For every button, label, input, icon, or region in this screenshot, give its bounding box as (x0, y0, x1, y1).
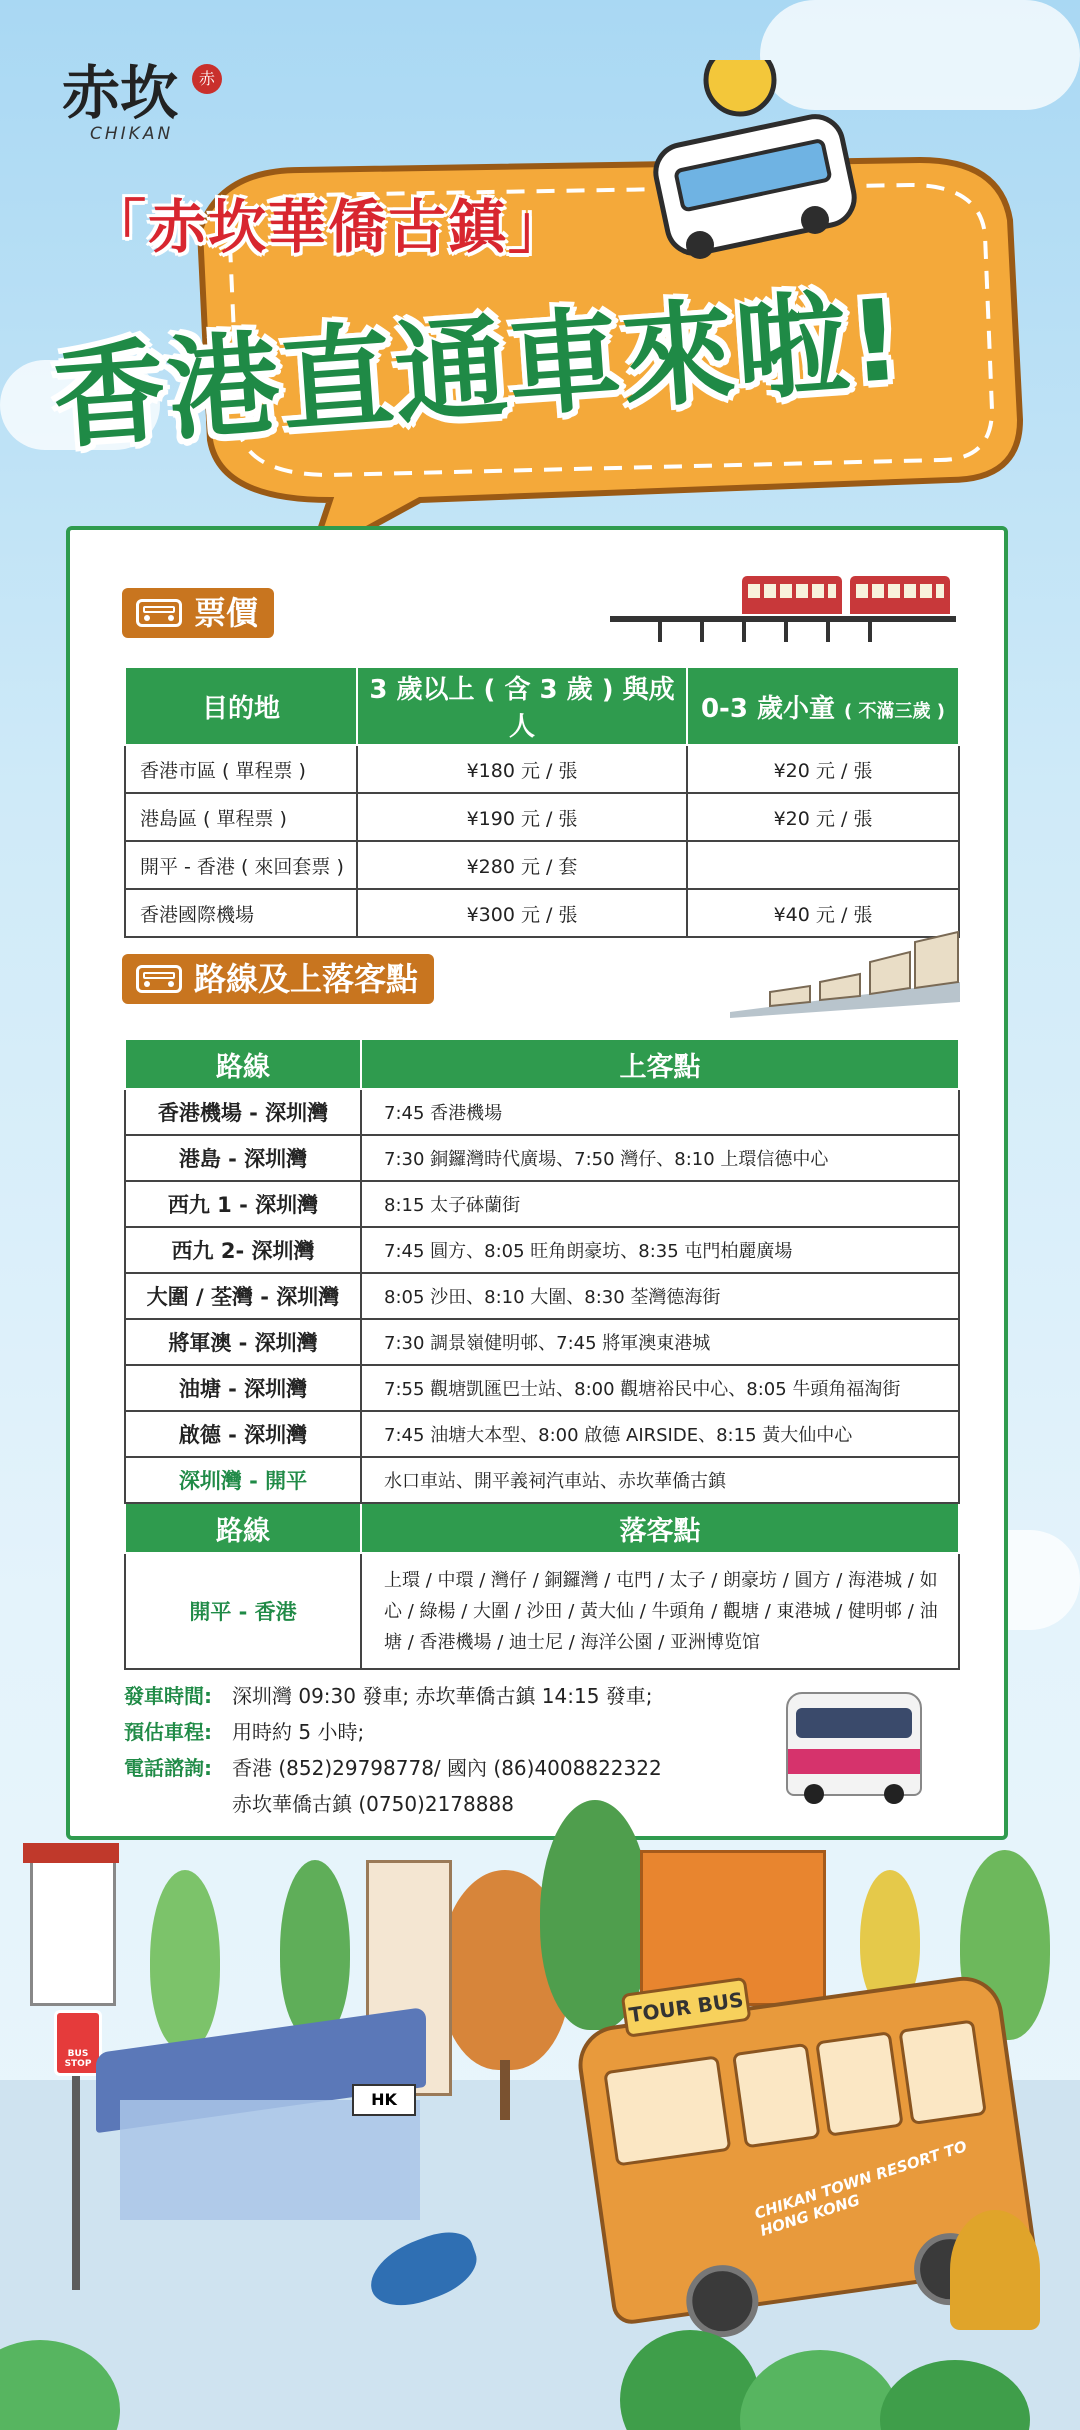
bus-icon (136, 599, 182, 627)
street-buildings-graphic (730, 922, 960, 1022)
route-name: 將軍澳 - 深圳灣 (125, 1319, 361, 1365)
tree-trunk (500, 2060, 510, 2120)
col-child (687, 667, 959, 745)
col-pickup: 上客點 (361, 1039, 959, 1089)
col-destination: 目的地 (125, 667, 357, 745)
title-line2: 香港直通車來啦! (49, 275, 908, 465)
coach-illustration (786, 1692, 922, 1796)
routes-section-title: 路線及上落客點 (194, 960, 419, 998)
route-name: 西九 1 - 深圳灣 (125, 1181, 361, 1227)
route-stops: 7:45 圓方、8:05 旺角朗豪坊、8:35 屯門柏麗廣場 (361, 1227, 959, 1273)
col-child-label: 0-3 歲小童 (700, 693, 835, 724)
bus-window (898, 2019, 987, 2125)
fare-child: ¥20 元 / 張 (687, 793, 959, 841)
tree (150, 1870, 220, 2050)
table-row (125, 1089, 959, 1135)
tree (280, 1860, 350, 2040)
bus-stop-text: BUS STOP (64, 2049, 92, 2069)
tram-car (850, 576, 950, 614)
title-line1: 「赤坎華僑古鎮」 (88, 193, 569, 261)
depart-label: 發車時間: (124, 1684, 212, 1708)
schedule-info (124, 1678, 662, 1822)
duration-value: 用時約 5 小時; (232, 1720, 365, 1744)
tour-bus-side-text: CHIKAN TOWN RESORT TO HONG KONG (752, 2137, 970, 2240)
route-name: 香港機場 - 深圳灣 (125, 1089, 361, 1135)
route-name: 港島 - 深圳灣 (125, 1135, 361, 1181)
fare-adult: ¥300 元 / 張 (357, 889, 687, 937)
bus-shelter (120, 2100, 420, 2220)
phone-label: 電話諮詢: (124, 1756, 212, 1780)
table-row (125, 1135, 959, 1181)
logo-text: 赤坎 (62, 59, 179, 127)
fare-dest: 香港國際機場 (125, 889, 357, 937)
wheel (884, 1784, 904, 1804)
route-name: 油塘 - 深圳灣 (125, 1365, 361, 1411)
logo-seal: 赤 (192, 64, 222, 94)
wheel (804, 1784, 824, 1804)
col-child-note: ( 不滿三歲 ) (844, 700, 946, 722)
table-row (125, 1553, 959, 1669)
tour-bus-sign: TOUR BUS (621, 1977, 752, 2038)
route-stops: 8:15 太子砵蘭街 (361, 1181, 959, 1227)
bus-window (732, 2043, 821, 2149)
fares-section-title: 票價 (194, 594, 259, 632)
route-name: 西九 2- 深圳灣 (125, 1227, 361, 1273)
table-row (125, 1411, 959, 1457)
tram-car (742, 576, 842, 614)
routes-table (124, 1038, 960, 1670)
col-route: 路線 (125, 1039, 361, 1089)
phone-value-2: 赤坎華僑古鎮 (0750)2178888 (232, 1792, 514, 1816)
bridge-pier (658, 620, 662, 642)
route-name: 啟德 - 深圳灣 (125, 1411, 361, 1457)
col-route: 路線 (125, 1503, 361, 1553)
route-stops: 7:55 觀塘凱匯巴士站、8:00 觀塘裕民中心、8:05 牛頭角福淘街 (361, 1365, 959, 1411)
route-stops: 7:45 香港機場 (361, 1089, 959, 1135)
bridge-pier (868, 620, 872, 642)
fare-dest: 開平 - 香港 ( 來回套票 ) (125, 841, 357, 889)
fare-child (687, 841, 959, 889)
route-stops: 7:30 銅鑼灣時代廣場、7:50 灣仔、8:10 上環信德中心 (361, 1135, 959, 1181)
route-name: 開平 - 香港 (125, 1553, 361, 1669)
table-row (125, 1319, 959, 1365)
duration-label: 預估車程: (124, 1720, 212, 1744)
bridge-pier (826, 620, 830, 642)
bus-window (815, 2031, 904, 2137)
bridge-pier (784, 620, 788, 642)
route-name: 深圳灣 - 開平 (125, 1457, 361, 1503)
route-stops: 7:45 油塘大本型、8:00 啟德 AIRSIDE、8:15 黃大仙中心 (361, 1411, 959, 1457)
bridge-pier (742, 620, 746, 642)
bridge-pier (700, 620, 704, 642)
table-row (125, 1181, 959, 1227)
shelter-sign: HK (352, 2084, 416, 2116)
bus-stop-sign (54, 2010, 102, 2076)
routes-section-tag (122, 954, 434, 1004)
table-row (125, 793, 959, 841)
route-stops: 8:05 沙田、8:10 大圍、8:30 荃灣德海街 (361, 1273, 959, 1319)
dropoff-stops: 上環 / 中環 / 灣仔 / 銅鑼灣 / 屯門 / 太子 / 朗豪坊 / 圓方 / 海港城 / 如心 / 綠楊 / 大圍 / 沙田 / 黃大仙 / 牛頭角 / 觀塘 / 東港城 / 健明邨 / 油塘 / 香港機場 / 迪士尼 / 海洋公園 / 亚洲博览馆 (361, 1553, 959, 1669)
depart-value: 深圳灣 09:30 發車; 赤坎華僑古鎮 14:15 發車; (232, 1684, 653, 1708)
logo-en: CHIKAN (90, 124, 174, 144)
route-stops: 7:30 調景嶺健明邨、7:45 將軍澳東港城 (361, 1319, 959, 1365)
fare-adult: ¥280 元 / 套 (357, 841, 687, 889)
bus-window (603, 2055, 731, 2166)
col-dropoff: 落客點 (361, 1503, 959, 1553)
table-row (125, 1227, 959, 1273)
route-stops: 水口車站、開平義祠汽車站、赤坎華僑古鎮 (361, 1457, 959, 1503)
golden-bauhinia-statue (950, 2210, 1040, 2330)
fare-dest: 香港市區 ( 單程票 ) (125, 745, 357, 793)
table-row (125, 1365, 959, 1411)
table-row (125, 745, 959, 793)
phone-value: 香港 (852)29798778/ 國內 (86)4008822322 (232, 1756, 662, 1780)
fare-child: ¥20 元 / 張 (687, 745, 959, 793)
fare-child: ¥40 元 / 張 (687, 889, 959, 937)
fare-adult: ¥190 元 / 張 (357, 793, 687, 841)
table-row (125, 1273, 959, 1319)
col-adult: 3 歲以上 ( 含 3 歲 ) 與成人 (357, 667, 687, 745)
fare-dest: 港島區 ( 單程票 ) (125, 793, 357, 841)
table-row (125, 1457, 959, 1503)
fares-section-tag (122, 588, 274, 638)
table-row (125, 841, 959, 889)
route-name: 大圍 / 荃灣 - 深圳灣 (125, 1273, 361, 1319)
bus-stop-pole (72, 2070, 80, 2290)
fare-adult: ¥180 元 / 張 (357, 745, 687, 793)
lighthouse (30, 1860, 116, 2006)
info-card (66, 526, 1008, 1840)
fares-table (124, 666, 960, 938)
bus-icon (136, 965, 182, 993)
